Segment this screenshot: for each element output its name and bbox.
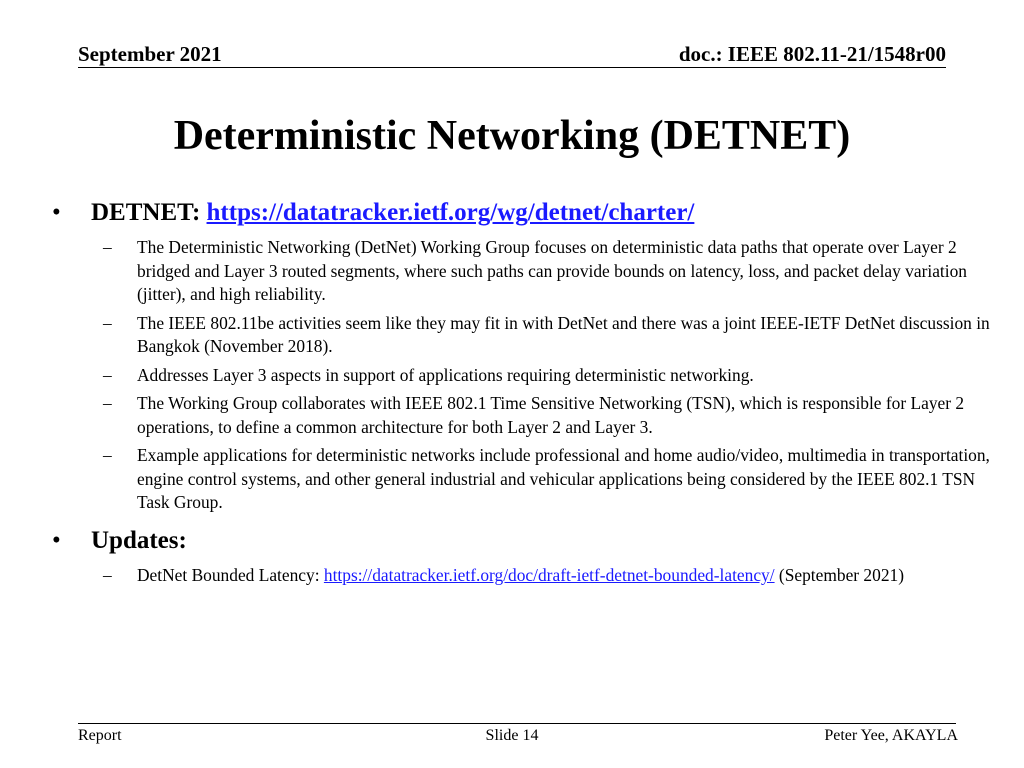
sub-bullet-text: The IEEE 802.11be activities seem like they may fit in with DetNet and there was a joint IEEE-IETF DetNet discussion in Bangkok (November 2018).	[137, 312, 990, 357]
sub-bullet	[0, 564, 1024, 588]
sub-bullet-text: DetNet Bounded Latency:	[137, 565, 324, 585]
sub-bullet-text: Addresses Layer 3 aspects in support of applications requiring deterministic networking.	[137, 364, 754, 385]
sub-bullet-text: The Deterministic Networking (DetNet) Working Group focuses on deterministic data paths that operate over Layer 2 bridged and Layer 3 routed segments, where such paths can provide bounds on latency, loss, and packet delay variation (jitter), and high reliability.	[137, 237, 967, 305]
sub-bullet	[0, 312, 1024, 359]
footer-slide-number: Slide 14	[485, 727, 539, 744]
footer-report-label: Report	[78, 727, 122, 744]
footer-divider	[78, 723, 956, 724]
sub-bullet	[0, 444, 1024, 515]
detnet-charter-link[interactable]: https://datatracker.ietf.org/wg/detnet/charter/	[206, 199, 695, 226]
sub-bullet-marker: –	[103, 393, 112, 414]
sub-bullet-suffix: (September 2021)	[774, 565, 905, 585]
footer-author: Peter Yee, AKAYLA	[824, 727, 958, 744]
bullet-label: Updates:	[91, 526, 187, 554]
bullet-updates	[0, 525, 1024, 556]
sub-bullet-marker: –	[103, 312, 112, 333]
bullet-marker: •	[52, 199, 61, 226]
bullet-marker: •	[52, 526, 61, 554]
sub-bullet-marker: –	[103, 445, 112, 466]
bullet-detnet	[0, 197, 1024, 228]
sub-bullet-text: Example applications for deterministic networks include professional and home audio/video, multimedia in transportation, engine control systems, and other general industrial and vehicular applications being considered by the IEEE 802.1 TSN Task Group.	[137, 445, 990, 513]
sub-bullet	[0, 236, 1024, 307]
sub-bullet-text: The Working Group collaborates with IEEE 802.1 Time Sensitive Networking (TSN), which is responsible for Layer 2 operations, to define a common architecture for both Layer 2 and Layer 3.	[137, 393, 965, 437]
sub-bullet-marker: –	[103, 364, 112, 385]
bounded-latency-draft-link[interactable]: https://datatracker.ietf.org/doc/draft-ietf-detnet-bounded-latency/	[323, 565, 775, 585]
sub-bullet	[0, 392, 1024, 439]
sub-bullet	[0, 364, 1024, 388]
sub-bullet-marker: –	[103, 237, 112, 258]
header-date: September 2021	[78, 42, 222, 66]
slide-title: Deterministic Networking (DETNET)	[173, 113, 851, 159]
header-doc-id: doc.: IEEE 802.11-21/1548r00	[678, 42, 946, 66]
header-divider	[78, 67, 946, 68]
slide-body	[0, 197, 1024, 593]
sub-bullet-marker: –	[103, 565, 112, 585]
bullet-label: DETNET:	[91, 199, 201, 226]
